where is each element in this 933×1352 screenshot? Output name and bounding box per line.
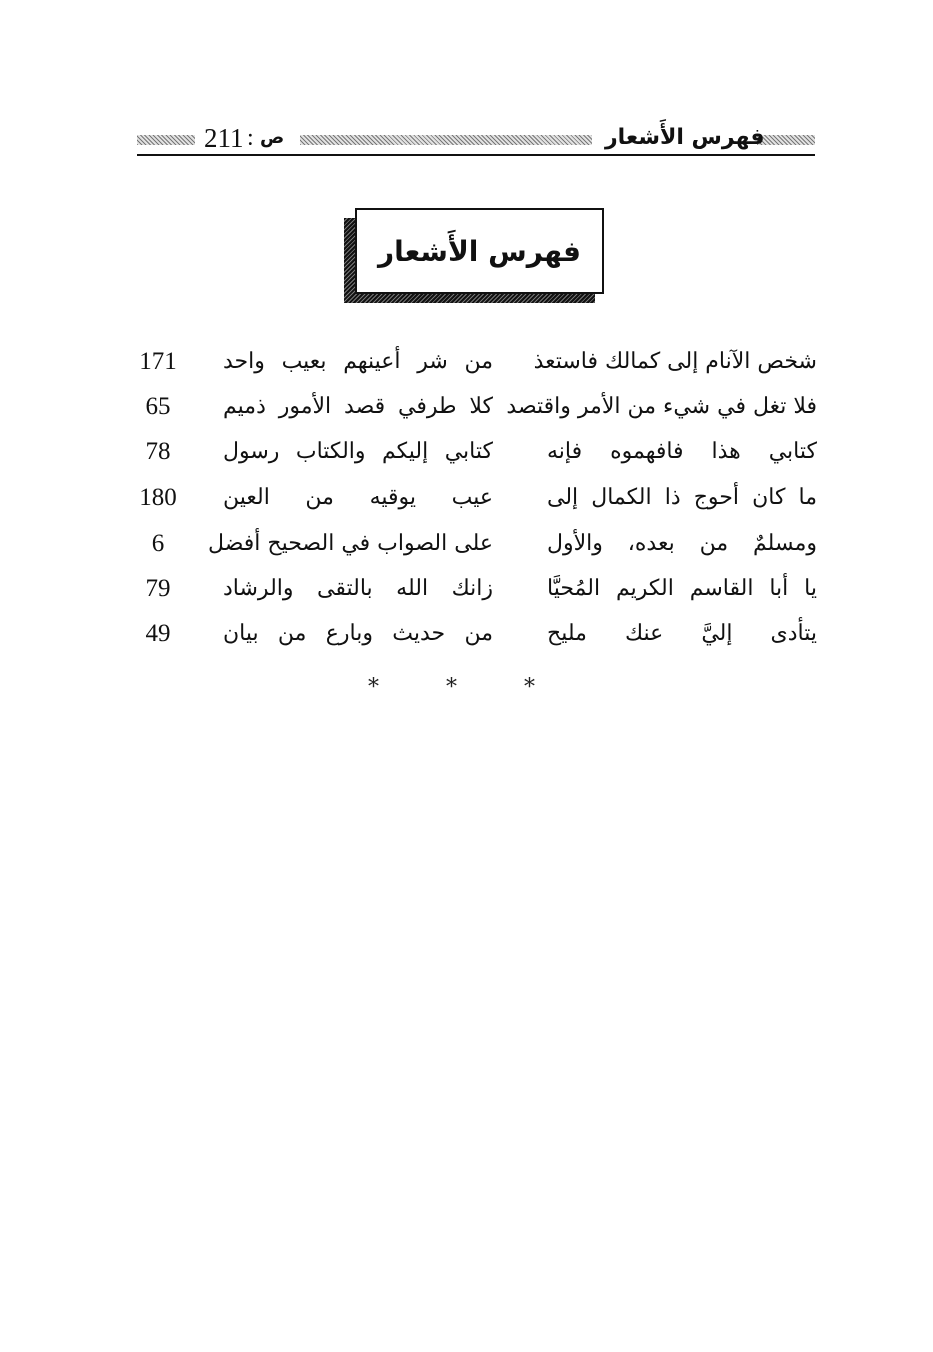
title-box (355, 208, 604, 294)
header-rule (137, 154, 815, 156)
verse-row (0, 476, 933, 520)
verse-second-hemistich: من حديث وبارع من بيان (223, 621, 493, 646)
verse-page-number: 171 (139, 348, 177, 375)
verse-page-number: 49 (145, 620, 171, 647)
verse-first-hemistich: يا أبا القاسم الكريم المُحيَّا (547, 576, 817, 601)
verse-second-hemistich: من شر أعينهم بعيب واحد (223, 349, 493, 374)
header-page-number: 211 (204, 123, 244, 153)
verse-page-number: 180 (139, 484, 177, 511)
page-title: فهرس الأَشعار (377, 234, 582, 268)
header-ornament-middle (300, 135, 592, 145)
verse-page-number: 65 (145, 393, 171, 420)
verse-page-number: 6 (151, 530, 165, 557)
verse-first-hemistich: ما كان أحوج ذا الكمال إلى (547, 485, 817, 510)
verse-second-hemistich: كلا طرفي قصد الأمور ذميم (223, 394, 493, 419)
header-page-label: ص (260, 127, 285, 148)
verse-second-hemistich: زانك الله بالتقى والرشاد (223, 576, 493, 601)
verse-row (0, 567, 933, 611)
verse-second-hemistich: عيب يوقيه من العين (223, 485, 493, 510)
verse-first-hemistich: ومسلمٌ من بعده، والأول (547, 531, 817, 556)
verse-row (0, 522, 933, 566)
header-separator: : (247, 125, 254, 151)
header-ornament-right (757, 135, 815, 145)
header-section-title: فهرس الأَشعار (605, 125, 765, 150)
header-ornament-left (137, 135, 195, 145)
verse-first-hemistich: شخص الآنام إلى كمالك فاستعذ (533, 349, 817, 374)
section-end-asterisks: * * * (368, 675, 565, 700)
verse-row (0, 612, 933, 656)
verse-first-hemistich: كتابي هذا فافهموه فإنه (547, 439, 817, 464)
verse-row (0, 430, 933, 474)
verse-page-number: 78 (145, 438, 171, 465)
verse-first-hemistich: فلا تغل في شيء من الأمر واقتصد (506, 394, 817, 419)
verse-second-hemistich: كتابي إليكم والكتاب رسول (223, 439, 493, 464)
verse-row (0, 340, 933, 384)
verse-page-number: 79 (145, 575, 171, 602)
verse-second-hemistich: على الصواب في الصحيح أفضل (208, 531, 493, 556)
verse-first-hemistich: يتأدى إليَّ عنك مليح (547, 621, 817, 646)
verse-row (0, 385, 933, 429)
